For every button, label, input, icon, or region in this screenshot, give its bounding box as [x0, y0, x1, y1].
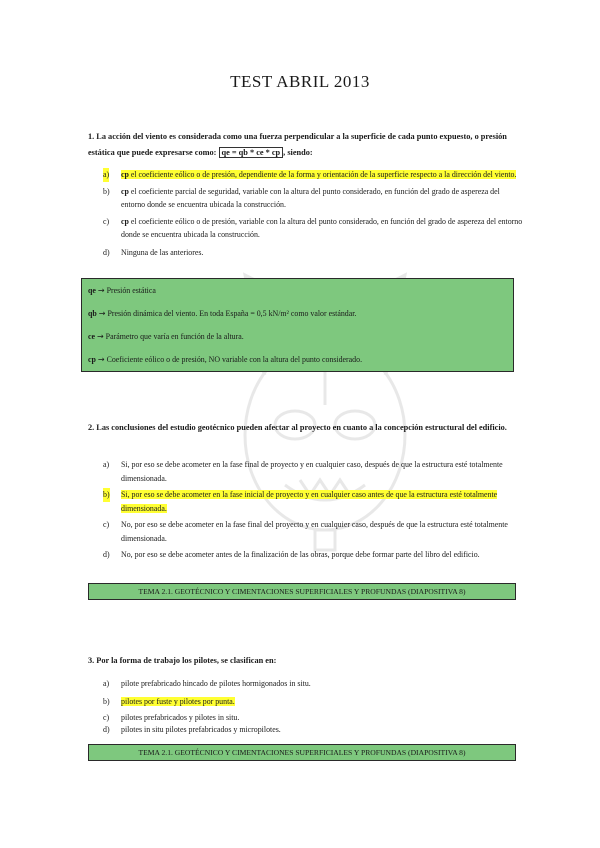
explanation-line-qe: qe → Presión estática — [88, 286, 156, 295]
arrow-right-icon: → — [97, 355, 105, 364]
question-1-formula: qe = qb * ce * cp — [219, 147, 284, 158]
explanation-line-qb: qb → Presión dinámica del viento. En toda España = 0,5 kN/m² como valor estándar. — [88, 309, 357, 318]
option-3b[interactable]: b) pilotes por fuste y pilotes por punta. — [103, 696, 235, 706]
page-title: TEST ABRIL 2013 — [230, 72, 370, 91]
option-3c[interactable]: c) pilotes prefabricados y pilotes in situ. — [103, 713, 240, 722]
question-3-options — [103, 677, 523, 739]
question-1-text: 1. La acción del viento es considerada como una fuerza perpendicular a la superficie de cada punto expuesto, o presión estática que puede expresarse como: — [88, 132, 507, 157]
option-1c[interactable]: c) cp el coeficiente eólico o de presión, variable con la altura del punto considerado, en función del grado de aspereza del entorno donde se encuentra ubicada la construcción. — [103, 216, 523, 239]
arrow-right-icon: → — [97, 286, 105, 295]
option-1b[interactable]: b) cp el coeficiente parcial de seguridad, variable con la altura del punto considerado, en función del grado de aspereza del entorno donde se encuentra ubicada la construcción. — [103, 186, 500, 209]
question-2-options — [103, 458, 523, 565]
reference-box-q2: TEMA 2.1. GEOTÉCNICO Y CIMENTACIONES SUPERFICIALES Y PROFUNDAS (DIAPOSITIVA 8) — [88, 583, 516, 600]
question-3 — [88, 653, 520, 669]
question-1 — [88, 129, 520, 161]
option-2d[interactable]: d) No, por eso se debe acometer antes de la finalización de las obras, porque debe formar parte del libro del edificio. — [103, 550, 480, 559]
option-2b[interactable]: b) Si, por eso se debe acometer en la fase inicial de proyecto y en cualquier caso antes de que la estructura esté totalmente dimensionada. — [103, 490, 498, 513]
question-2-text: 2. Las conclusiones del estudio geotécnico pueden afectar al proyecto en cuanto a la concepción estructural del edificio. — [88, 423, 507, 432]
reference-box-q3: TEMA 2.1. GEOTÉCNICO Y CIMENTACIONES SUPERFICIALES Y PROFUNDAS (DIAPOSITIVA 8) — [88, 744, 516, 761]
option-2a[interactable]: a) Si, por eso se debe acometer en la fase final de proyecto y en cualquier caso, después de que la estructura esté totalmente dimensionada. — [103, 460, 503, 483]
question-3-text: 3. Por la forma de trabajo los pilotes, se clasifican en: — [88, 656, 277, 665]
option-3a[interactable]: a) pilote prefabricado hincado de pilotes hormigonados in situ. — [103, 679, 311, 688]
option-1d[interactable]: d) Ninguna de las anteriores. — [103, 247, 204, 257]
question-1-text-end: , siendo: — [283, 148, 313, 157]
option-1a[interactable]: a) cp el coeficiente eólico o de presión, dependiente de la forma y orientación de la superficie respecto a la dirección del viento. — [103, 168, 523, 182]
arrow-right-icon: → — [98, 309, 106, 318]
option-3d[interactable]: d) pilotes in situ pilotes prefabricados y micropilotes. — [103, 725, 281, 734]
explanation-box — [81, 278, 514, 372]
question-2 — [88, 420, 520, 436]
explanation-line-cp: cp → Coeficiente eólico o de presión, NO variable con la altura del punto considerado. — [88, 355, 363, 364]
option-2c[interactable]: c) No, por eso se debe acometer en la fase final del proyecto y en cualquier caso, después de que la estructura esté totalmente dimensionada. — [103, 520, 508, 543]
explanation-line-ce: ce → Parámetro que varía en función de la altura. — [88, 332, 244, 341]
question-1-options — [103, 168, 523, 262]
arrow-right-icon: → — [97, 332, 104, 341]
